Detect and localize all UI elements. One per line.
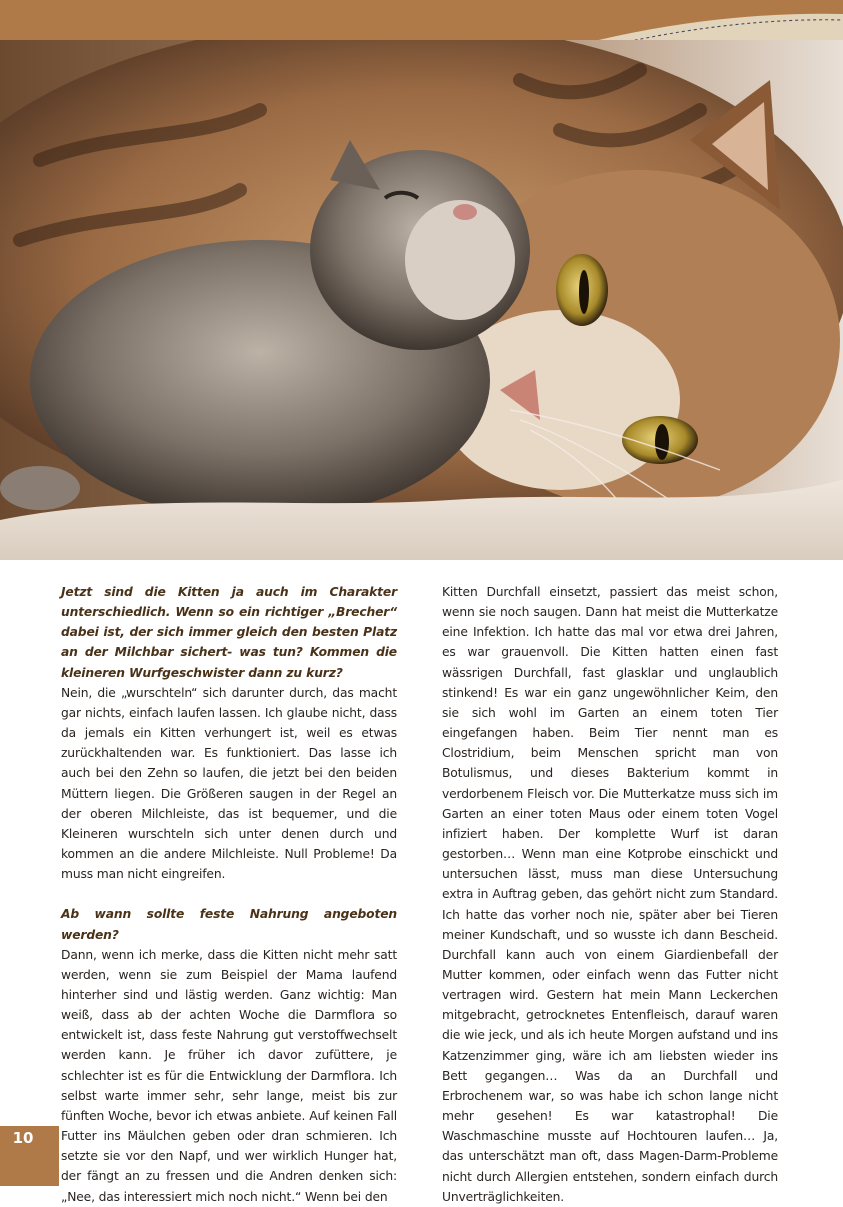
page-number: 10	[12, 1129, 34, 1147]
interview-answer: Dann, wenn ich merke, dass die Kitten nicht mehr satt werden, wenn sie zum Beispiel der Mama laufend hinterher sind und lästig werden. Ganz wichtig: Man weiß, dass ab der achten Woche die Darmflora so entwickelt ist, dass feste Nahrung gut verstoffwechselt werden kann. Je früher ich davor zufüttere, je schlechter ist es für die Entwicklung der Darmflora. Ich selbst warte immer sehr, sehr lange, meist bis zur fünften Woche, bevor ich etwas anbiete. Auf keinen Fall Futter ins Mäulchen geben oder dran schmieren. Ich setzte sie vor den Napf, und wer wirklich Hunger hat, der fängt an zu fressen und die Andren denken sich: „Nee, das interessiert mich noch nicht.“ Wenn bei den	[61, 947, 397, 1204]
interview-question: Jetzt sind die Kitten ja auch im Charakter unterschiedlich. Wenn so ein richtiger „Brecher“ dabei ist, der sich immer gleich den besten Platz an der Milchbar sichert- was tun? Kommen die kleineren Wurfgeschwister dann zu kurz?	[61, 585, 397, 680]
interview-answer: Kitten Durchfall einsetzt, passiert das meist schon, wenn sie noch saugen. Dann hat meist die Mutterkatze eine Infektion. Ich hatte das mal vor etwa drei Jahren, es war grauenvoll. Die Kitten hatten einen fast wässrigen Durchfall, fast glasklar und unglaublich stinkend! Es war ein ganz ungewöhnlicher Keim, den sie sich wohl im Garten an einem toten Tier eingefangen haben. Beim Tier nennt man es Clostridium, beim Menschen spricht man von Botulismus, und dieses Bakterium kommt in verdorbenem Fleisch vor. Die Mutterkatze muss sich im Garten an einer toten Maus oder einem toten Vogel infiziert haben. Der komplette Wurf ist daran gestorben… Wenn man eine Kotprobe einschickt und untersuchen lässt, muss man diese Untersuchung extra in Auftrag geben, das gehört nicht zum Standard. Ich hatte das vorher noch nie, später aber bei Tieren meiner Kundschaft, und so wusste ich dann Bescheid. Durchfall kann auch von einem Giardienbefall der Mutter kommen, oder einfach wenn das Futter nicht vertragen wird. Gestern hat mein Mann Leckerchen mitgebracht, getrocknetes Entenfleisch, darauf waren die wie jeck, und als ich heute Morgen aufstand und ins Katzenzimmer ging, wäre ich am liebsten wieder ins Bett gegangen… Was da an Durchfall und Erbrochenem war, so was habe ich schon lange nicht mehr gesehen! Es war katastrophal! Die Waschmaschine musste auf Hochtouren laufen… Ja, das unterschätzt man oft, dass Magen-Darm-Probleme nicht durch Allergien entstehen, sondern einfach durch Unverträglichkeiten.	[442, 585, 778, 1204]
kitten-photo	[0, 40, 843, 560]
text-column-right	[442, 582, 778, 1207]
interview-question: Ab wann sollte feste Nahrung angeboten werden?	[61, 907, 397, 942]
text-column-left	[61, 582, 397, 1207]
interview-answer: Nein, die „wurschteln“ sich darunter durch, das macht gar nichts, einfach laufen lassen. Ich glaube nicht, dass da jemals ein Kitten verhungert ist, weil es etwas zurückhaltenden war. Es funktioniert. Das lasse ich auch bei den Zehn so laufen, die jetzt bei den beiden Müttern liegen. Die Größeren saugen in der Regel an der oberen Milchleiste, das ist bequemer, und die Kleineren wurschteln sich unter denen durch und kommen an die andere Milchleiste. Null Probleme! Da muss man nicht eingreifen.	[61, 685, 397, 882]
